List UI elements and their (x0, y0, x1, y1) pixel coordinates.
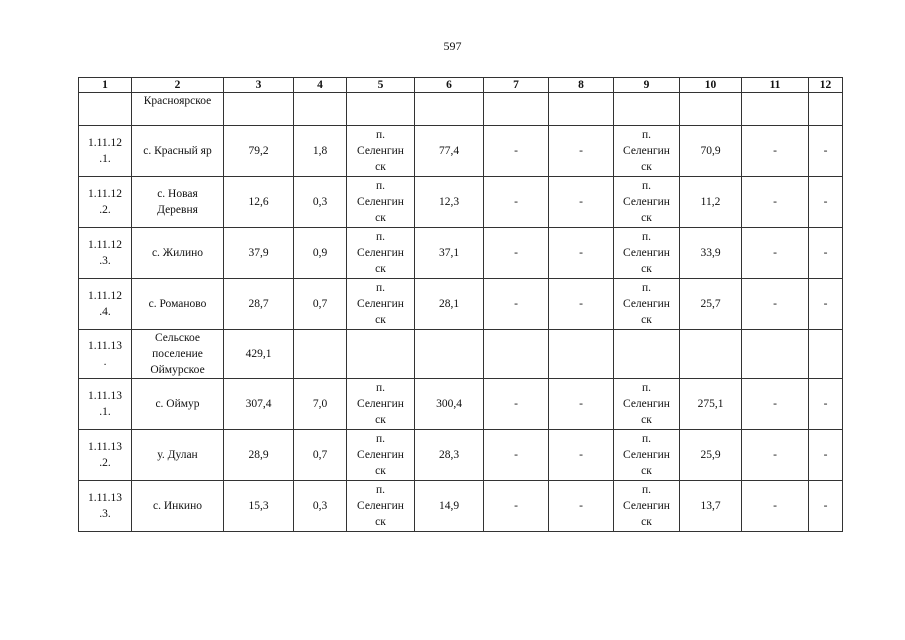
page-number: 597 (443, 39, 462, 53)
table-cell: - (809, 126, 843, 177)
table-cell: 37,1 (415, 228, 484, 279)
table-cell: 28,3 (415, 430, 484, 481)
table-cell: п. Селенгин ск (614, 430, 680, 481)
table-cell: с. Романово (132, 279, 224, 330)
table-cell (742, 330, 809, 379)
table-cell: - (742, 279, 809, 330)
table-cell: 1.11.12 .4. (79, 279, 132, 330)
table-cell: 0,9 (294, 228, 347, 279)
table-cell: п. Селенгин ск (347, 279, 415, 330)
table-cell: - (742, 481, 809, 532)
table-cell: п. Селенгин ск (614, 126, 680, 177)
table-cell: - (742, 177, 809, 228)
table-row (79, 481, 843, 532)
table-row (79, 228, 843, 279)
table-cell: с. Оймур (132, 379, 224, 430)
table-cell: - (809, 279, 843, 330)
table-cell: у. Дулан (132, 430, 224, 481)
table-cell: - (549, 126, 614, 177)
table-cell: п. Селенгин ск (614, 279, 680, 330)
table-cell: 1.11.13 .3. (79, 481, 132, 532)
table-cell (614, 330, 680, 379)
table-cell (415, 93, 484, 126)
table-cell: п. Селенгин ск (347, 177, 415, 228)
table-cell: 28,7 (224, 279, 294, 330)
column-header: 12 (809, 78, 843, 93)
table-cell: - (549, 279, 614, 330)
table-cell: 28,9 (224, 430, 294, 481)
table-cell (347, 330, 415, 379)
column-header: 2 (132, 78, 224, 93)
table-cell (680, 93, 742, 126)
table-cell: 15,3 (224, 481, 294, 532)
table-cell: 1.11.13 . (79, 330, 132, 379)
column-header: 8 (549, 78, 614, 93)
table-cell: 307,4 (224, 379, 294, 430)
table-cell: - (484, 279, 549, 330)
table-cell: 14,9 (415, 481, 484, 532)
table-cell: п. Селенгин ск (347, 430, 415, 481)
table-cell: - (484, 126, 549, 177)
table-cell: 11,2 (680, 177, 742, 228)
table-cell: 1.11.13 .1. (79, 379, 132, 430)
table-cell: - (549, 481, 614, 532)
table-cell (742, 93, 809, 126)
table-cell: 28,1 (415, 279, 484, 330)
table-cell: 1,8 (294, 126, 347, 177)
column-header: 4 (294, 78, 347, 93)
column-header: 1 (79, 78, 132, 93)
table-cell (549, 330, 614, 379)
table-cell: 300,4 (415, 379, 484, 430)
table-cell: 79,2 (224, 126, 294, 177)
table-row (79, 126, 843, 177)
table-cell: 0,7 (294, 430, 347, 481)
table-row (79, 379, 843, 430)
table-cell: - (809, 481, 843, 532)
table-cell: - (809, 228, 843, 279)
table-cell: 1.11.12 .3. (79, 228, 132, 279)
table-cell: п. Селенгин ск (614, 379, 680, 430)
table-cell: - (809, 430, 843, 481)
table-cell: - (742, 430, 809, 481)
table-cell: 1.11.12 .2. (79, 177, 132, 228)
table-cell: - (484, 379, 549, 430)
table-cell: 25,7 (680, 279, 742, 330)
column-header: 9 (614, 78, 680, 93)
table-cell: 7,0 (294, 379, 347, 430)
table-row (79, 93, 843, 126)
table-cell: - (742, 126, 809, 177)
table-cell (614, 93, 680, 126)
table-cell (809, 93, 843, 126)
table-cell: с. Красный яр (132, 126, 224, 177)
table-cell: п. Селенгин ск (614, 481, 680, 532)
table-cell (484, 93, 549, 126)
data-table (78, 77, 843, 532)
table-cell: с. Новая Деревня (132, 177, 224, 228)
table-cell: 13,7 (680, 481, 742, 532)
table-cell: Сельское поселение Оймурское (132, 330, 224, 379)
table-row (79, 177, 843, 228)
table-cell: 70,9 (680, 126, 742, 177)
table-cell (809, 330, 843, 379)
table-cell: - (742, 379, 809, 430)
table-cell (347, 93, 415, 126)
table-cell: - (484, 430, 549, 481)
table-cell: 0,3 (294, 177, 347, 228)
table-body (79, 93, 843, 532)
table-cell (549, 93, 614, 126)
table-cell: - (549, 228, 614, 279)
table-cell: 0,7 (294, 279, 347, 330)
table-cell: 12,6 (224, 177, 294, 228)
table-cell: с. Инкино (132, 481, 224, 532)
table-cell: 37,9 (224, 228, 294, 279)
column-header: 10 (680, 78, 742, 93)
table-cell (294, 93, 347, 126)
column-header: 5 (347, 78, 415, 93)
table-cell (484, 330, 549, 379)
table-cell: - (549, 177, 614, 228)
table-cell: 1.11.12 .1. (79, 126, 132, 177)
table-cell: 12,3 (415, 177, 484, 228)
table-cell: 429,1 (224, 330, 294, 379)
column-header: 3 (224, 78, 294, 93)
table-cell: - (484, 228, 549, 279)
table-cell: 33,9 (680, 228, 742, 279)
table-cell: - (809, 177, 843, 228)
column-header: 11 (742, 78, 809, 93)
table-row (79, 430, 843, 481)
table-cell: с. Жилино (132, 228, 224, 279)
table-cell: п. Селенгин ск (614, 177, 680, 228)
table-cell: 275,1 (680, 379, 742, 430)
table-cell (680, 330, 742, 379)
table-cell: п. Селенгин ск (347, 481, 415, 532)
table-cell: - (484, 177, 549, 228)
table-cell (224, 93, 294, 126)
table-cell (294, 330, 347, 379)
column-header: 7 (484, 78, 549, 93)
table-cell: п. Селенгин ск (347, 126, 415, 177)
table-cell: п. Селенгин ск (347, 379, 415, 430)
table-cell: 77,4 (415, 126, 484, 177)
table-header-row (79, 78, 843, 93)
table-row (79, 279, 843, 330)
table-cell: п. Селенгин ск (614, 228, 680, 279)
table-cell: п. Селенгин ск (347, 228, 415, 279)
table-cell: - (742, 228, 809, 279)
table-cell: - (549, 379, 614, 430)
table-cell: - (549, 430, 614, 481)
table-cell: 25,9 (680, 430, 742, 481)
table-row (79, 330, 843, 379)
table-cell (415, 330, 484, 379)
table-cell: Красноярское (132, 93, 224, 126)
column-header: 6 (415, 78, 484, 93)
table-cell: - (809, 379, 843, 430)
table-cell: 0,3 (294, 481, 347, 532)
table-cell: 1.11.13 .2. (79, 430, 132, 481)
table-cell (79, 93, 132, 126)
table-cell: - (484, 481, 549, 532)
